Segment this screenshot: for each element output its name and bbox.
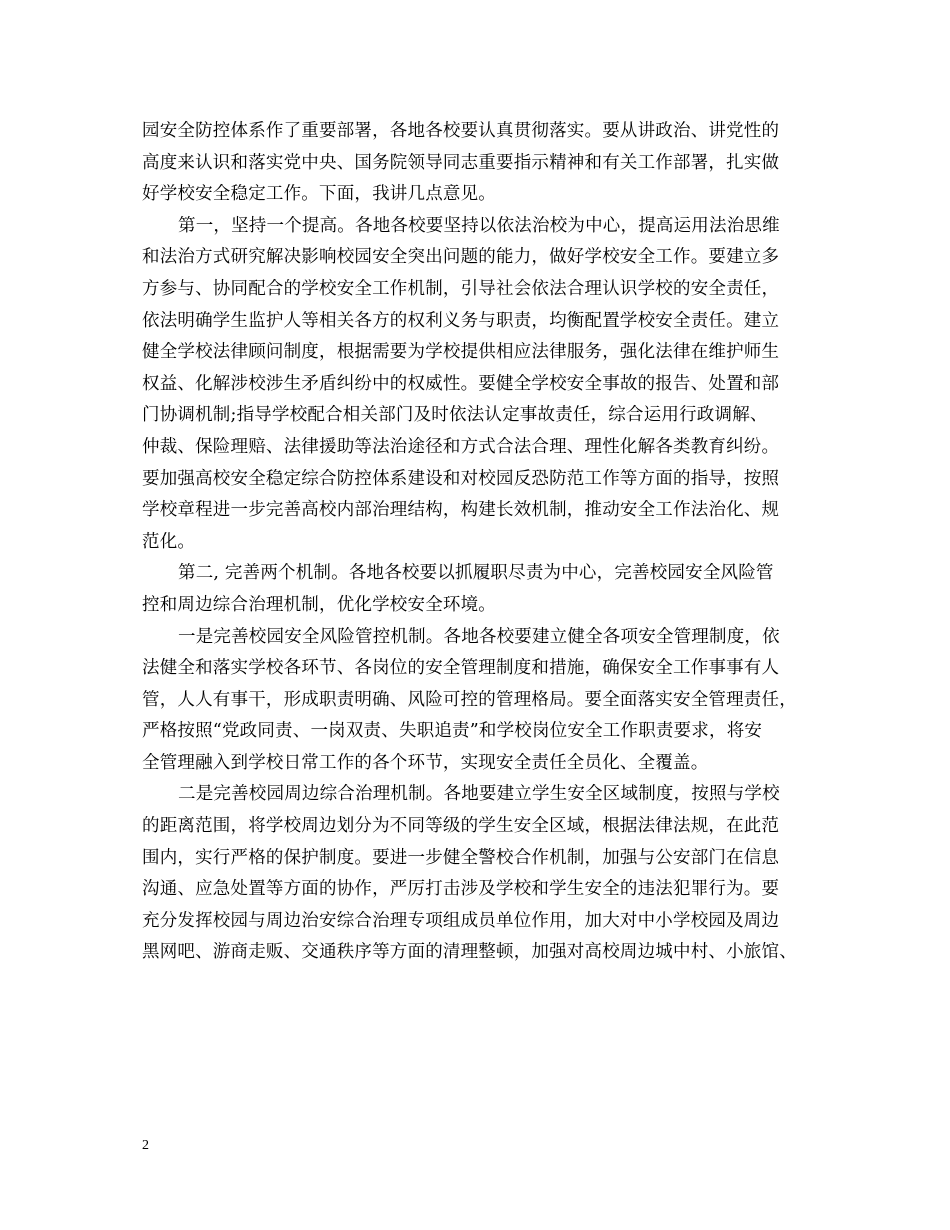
text-line: 管，人人有事干，形成职责明确、风险可控的管理格局。要全面落实安全管理责任， bbox=[142, 689, 797, 710]
text-line: 沟通、应急处置等方面的协作，严厉打击涉及学校和学生安全的违法犯罪行为。要 bbox=[142, 879, 780, 900]
text-line: 严格按照“党政同责、一岗双责、失职追责”和学校岗位安全工作职责要求，将安 bbox=[142, 721, 763, 742]
text-line: 法健全和落实学校各环节、各岗位的安全管理制度和措施，确保安全工作事事有人 bbox=[142, 658, 780, 679]
text-line: 仲裁、保险理赔、法律援助等法治途径和方式合法合理、理性化解各类教育纠纷。 bbox=[142, 436, 780, 457]
paragraph-first-line: 第二, 完善两个机制。各地各校要以抓履职尽责为中心，完善校园安全风险管 bbox=[178, 563, 774, 584]
text-line: 健全学校法律顾问制度，根据需要为学校提供相应法律服务，强化法律在维护师生 bbox=[142, 342, 780, 363]
text-line: 充分发挥校园与周边治安综合治理专项组成员单位作用，加大对中小学校园及周边 bbox=[142, 910, 780, 931]
text-line: 要加强高校安全稳定综合防控体系建设和对校园反恐防范工作等方面的指导，按照 bbox=[142, 468, 780, 489]
paragraph-first-line: 第一，坚持一个提高。各地各校要坚持以依法治校为中心，提高运用法治思维 bbox=[178, 215, 780, 236]
body-text bbox=[142, 116, 810, 969]
text-line: 权益、化解涉校涉生矛盾纠纷中的权威性。要健全学校安全事故的报告、处置和部 bbox=[142, 373, 780, 394]
text-line: 好学校安全稳定工作。下面，我讲几点意见。 bbox=[142, 184, 496, 205]
text-line: 全管理融入到学校日常工作的各个环节，实现安全责任全员化、全覆盖。 bbox=[142, 752, 709, 773]
text-line: 围内，实行严格的保护制度。要进一步健全警校合作机制，加强与公安部门在信息 bbox=[142, 847, 780, 868]
page-number: 2 bbox=[142, 1138, 149, 1153]
text-line: 和法治方式研究解决影响校园安全突出问题的能力，做好学校安全工作。要建立多 bbox=[142, 247, 780, 268]
text-line: 黑网吧、游商走贩、交通秩序等方面的清理整顿，加强对高校周边城中村、小旅馆、 bbox=[142, 942, 797, 963]
text-line: 控和周边综合治理机制，优化学校安全环境。 bbox=[142, 594, 496, 615]
text-line: 依法明确学生监护人等相关各方的权利义务与职责，均衡配置学校安全责任。建立 bbox=[142, 310, 780, 331]
text-line: 的距离范围，将学校周边划分为不同等级的学生安全区域，根据法律法规，在此范 bbox=[142, 816, 780, 837]
paragraph-first-line: 一是完善校园安全风险管控机制。各地各校要建立健全各项安全管理制度，依 bbox=[178, 626, 780, 647]
text-line: 高度来认识和落实党中央、国务院领导同志重要指示精神和有关工作部署，扎实做 bbox=[142, 152, 780, 173]
text-line: 门协调机制;指导学校配合相关部门及时依法认定事故责任，综合运用行政调解、 bbox=[142, 405, 768, 426]
text-line: 学校章程进一步完善高校内部治理结构，构建长效机制，推动安全工作法治化、规 bbox=[142, 500, 780, 521]
text-line: 方参与、协同配合的学校安全工作机制，引导社会依法合理认识学校的安全责任， bbox=[142, 278, 780, 299]
text-line: 园安全防控体系作了重要部署，各地各校要认真贯彻落实。要从讲政治、讲党性的 bbox=[142, 121, 780, 141]
text-line: 范化。 bbox=[142, 531, 196, 552]
paragraph-first-line: 二是完善校园周边综合治理机制。各地要建立学生安全区域制度，按照与学校 bbox=[178, 784, 780, 805]
